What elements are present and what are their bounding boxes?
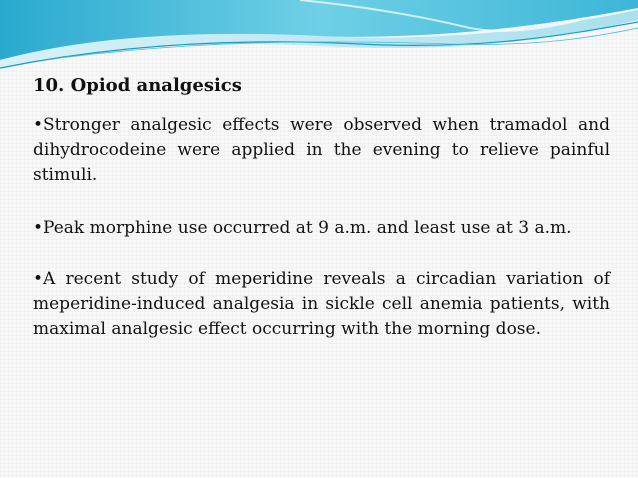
bullet-tramadol: •Stronger analgesic effects were observed when tramadol and dihydrocodeine were applied in the evening to relieve painful stimuli.: [33, 115, 610, 185]
slide-content: [33, 72, 610, 342]
bullet-meperidine: •A recent study of meperidine reveals a circadian variation of meperidine-induced analgesia in sickle cell anemia patients, with maximal analgesic effect occurring with the morning dose.: [33, 269, 610, 339]
slide-title: 10. Opiod analgesics: [33, 75, 242, 96]
header-wave-decoration: [0, 0, 638, 72]
bullet-morphine: •Peak morphine use occurred at 9 a.m. and least use at 3 a.m.: [33, 218, 572, 238]
